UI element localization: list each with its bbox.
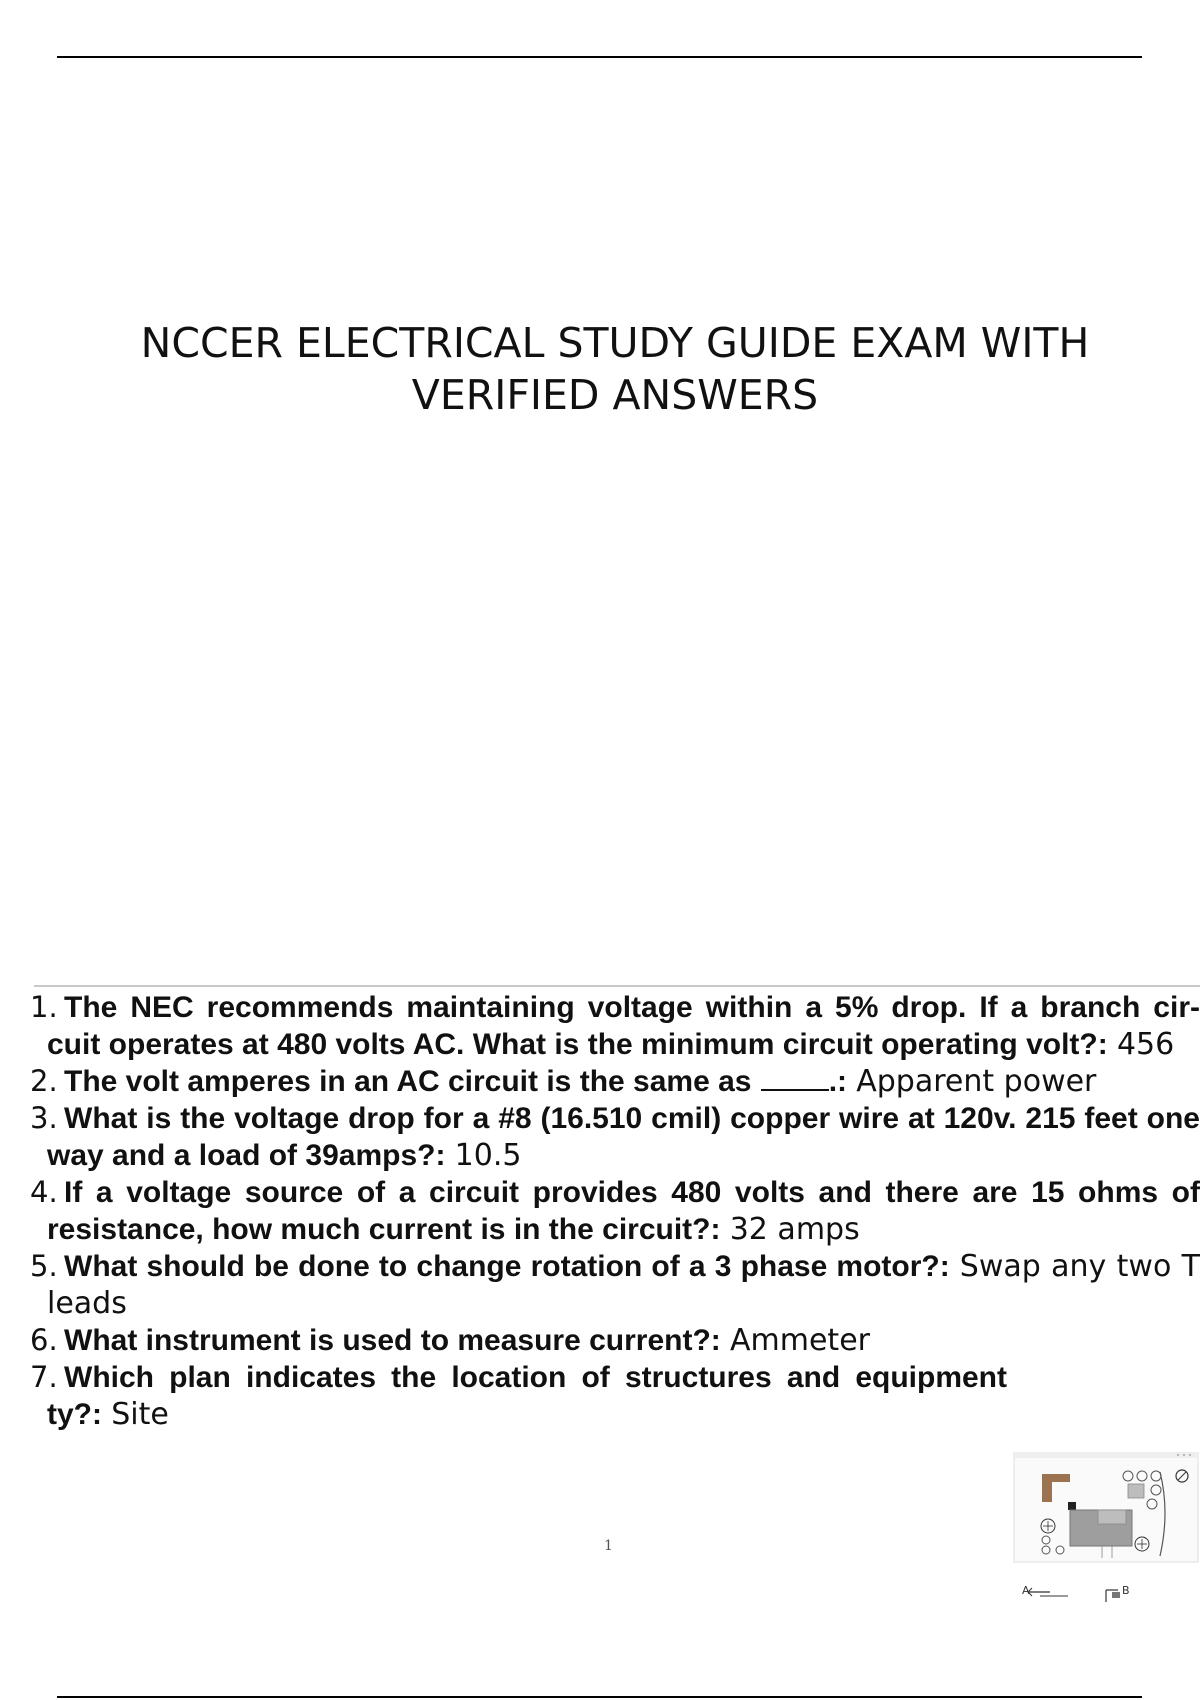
question-text: What should be done to change rotation of a 3 phase motor?:: [64, 1250, 950, 1283]
question-number: 2.: [30, 1064, 58, 1098]
fill-in-blank: [761, 1067, 829, 1091]
question-item-3: [30, 1100, 1200, 1174]
question-text: The volt amperes in an AC circuit is the same as: [64, 1065, 752, 1098]
title-line-1: NCCER ELECTRICAL STUDY GUIDE EXAM WITH: [140, 319, 1090, 368]
question-text: Which plan indicates the location of structures and equipment ty?:: [47, 1361, 1007, 1431]
question-item-4: [30, 1174, 1200, 1248]
question-list: [30, 989, 1200, 1433]
question-number: 5.: [30, 1249, 58, 1283]
answer-text: 32 amps: [729, 1212, 860, 1247]
answer-text: Swap any two T leads: [47, 1249, 1200, 1321]
question-item-5: [30, 1248, 1200, 1322]
question-text: If a voltage source of a circuit provides 480 volts and there are 15 ohms of resistance, how much current is in the circuit?:: [47, 1176, 1200, 1246]
answer-text: 456: [1116, 1027, 1175, 1062]
question-number: 7.: [30, 1360, 58, 1394]
top-rule: [57, 56, 1142, 58]
question-text: The NEC recommends maintaining voltage within a 5% drop. If a branch cir- cuit operates at 480 volts AC. What is the minimum circuit operating volt?:: [47, 991, 1200, 1061]
document-title: [60, 317, 1170, 421]
question-text: What instrument is used to measure current?:: [64, 1324, 721, 1357]
question-item-2: [30, 1063, 1200, 1100]
question-number: 6.: [30, 1323, 58, 1357]
question-number: 3.: [30, 1101, 58, 1135]
site-plan-label-a: A: [1022, 1584, 1030, 1597]
question-number: 1.: [30, 990, 58, 1024]
question-item-1: [30, 989, 1200, 1063]
question-number: 4.: [30, 1175, 58, 1209]
question-item-7: [30, 1359, 1007, 1433]
answer-text: Site: [111, 1397, 169, 1432]
bottom-rule: [57, 1696, 1142, 1698]
question-text-suffix: .:: [828, 1065, 848, 1098]
section-divider: [34, 985, 1200, 987]
answer-text: Apparent power: [856, 1064, 1097, 1099]
site-plan-label-b: B: [1122, 1584, 1130, 1597]
page-number: 1: [604, 1538, 613, 1554]
question-text: What is the voltage drop for a #8 (16.510 cmil) copper wire at 120v. 215 feet one way and a load of 39amps?:: [47, 1102, 1200, 1172]
title-line-2: VERIFIED ANSWERS: [411, 371, 819, 420]
site-plan-image: [1010, 1452, 1200, 1602]
answer-text: Ammeter: [730, 1323, 870, 1358]
answer-text: 10.5: [454, 1138, 522, 1173]
question-item-6: [30, 1322, 1200, 1359]
